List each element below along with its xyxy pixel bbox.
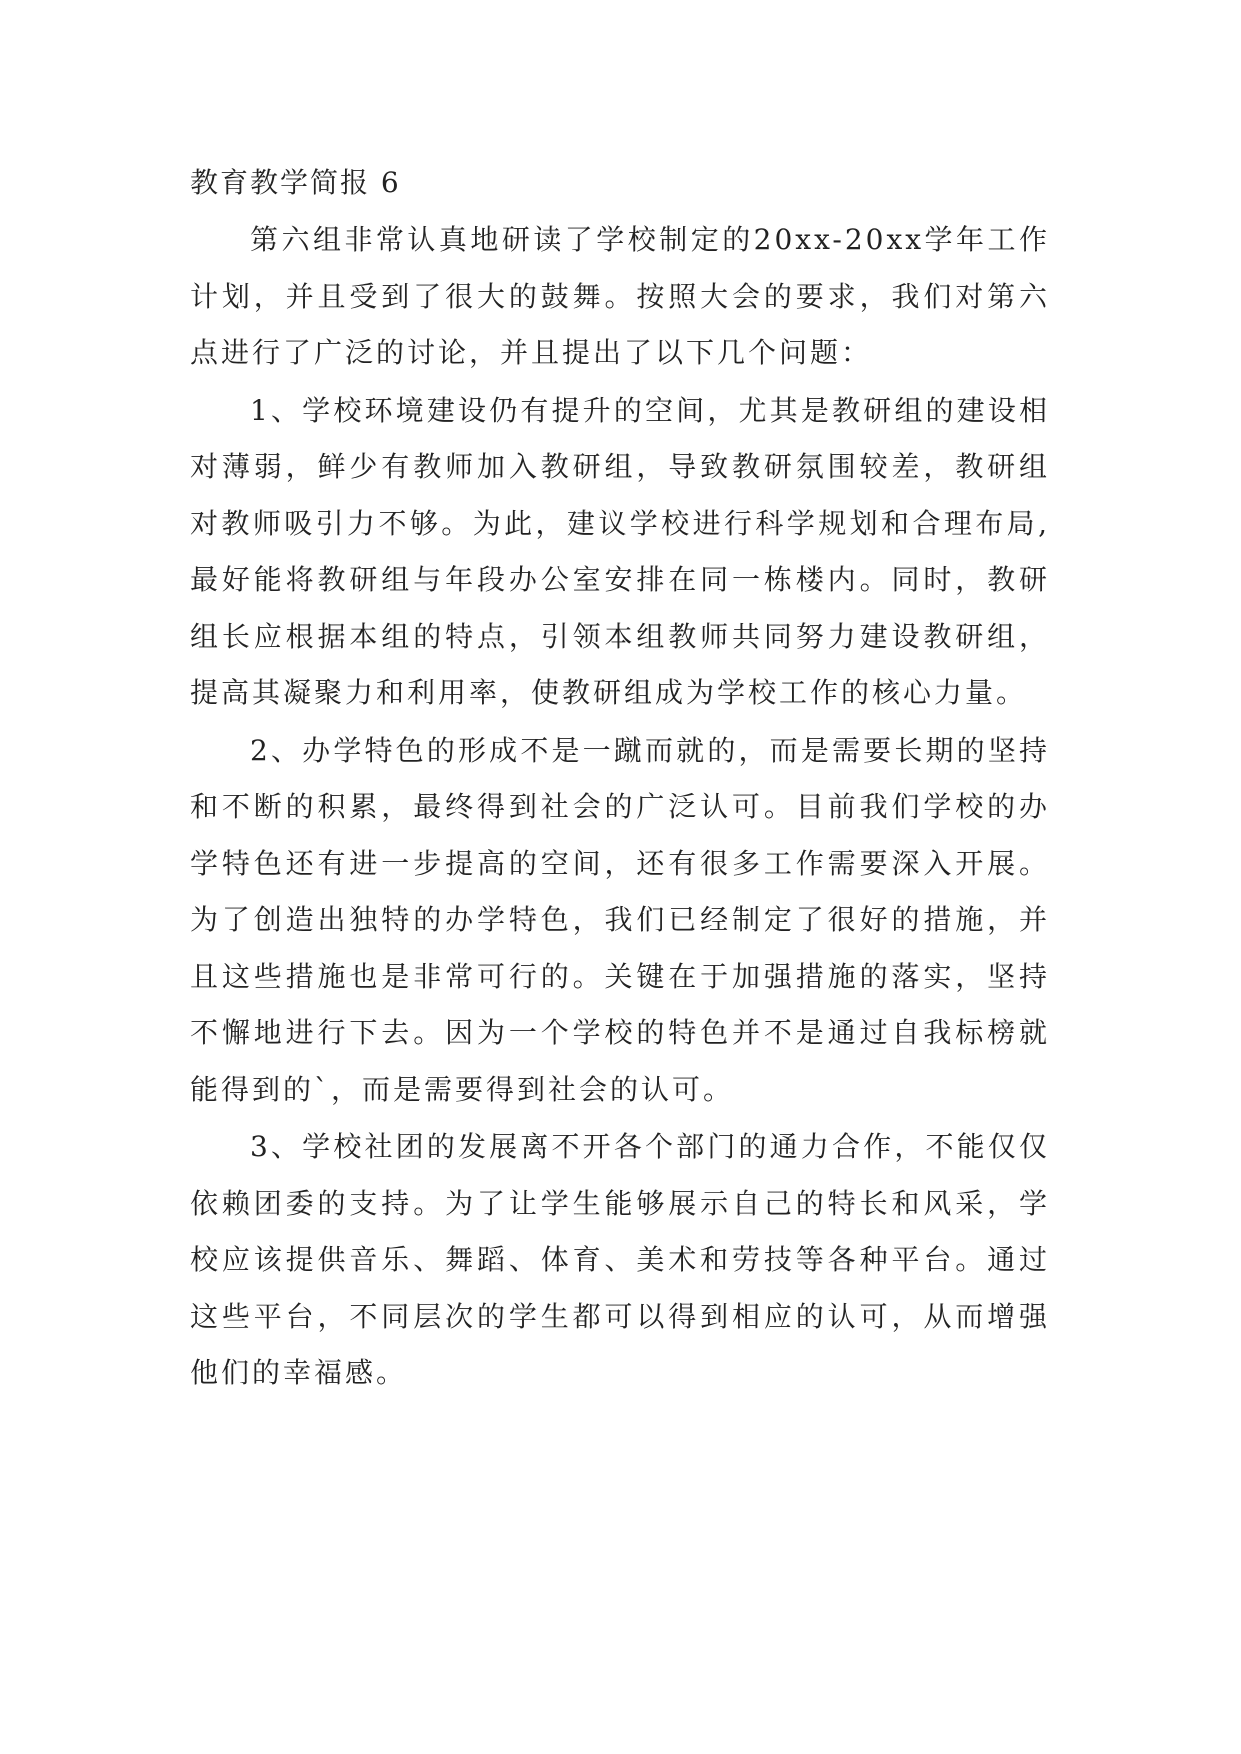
paragraph-intro: 第六组非常认真地研读了学校制定的20xx-20xx学年工作计划，并且受到了很大的鼓舞。按照大会的要求，我们对第六点进行了广泛的讨论，并且提出了以下几个问题：: [190, 223, 1050, 369]
paragraph-point-1: 1、学校环境建设仍有提升的空间，尤其是教研组的建设相对薄弱，鲜少有教师加入教研组，导致教研氛围较差，教研组对教师吸引力不够。为此，建议学校进行科学规划和合理布局,最好能将教研组与年段办公室安排在同一栋楼内。同时，教研组长应根据本组的特点，引领本组教师共同努力建设教研组，提高其凝聚力和利用率，使教研组成为学校工作的核心力量。: [190, 393, 1050, 709]
paragraph-point-3: 3、学校社团的发展离不开各个部门的通力合作，不能仅仅依赖团委的支持。为了让学生能够展示自己的特长和风采，学校应该提供音乐、舞蹈、体育、美术和劳技等各种平台。通过这些平台，不同层次的学生都可以得到相应的认可，从而增强他们的幸福感。: [190, 1130, 1050, 1389]
document-title: 教育教学简报 6: [190, 166, 401, 199]
document-body: [190, 154, 1050, 1402]
paragraph-point-2: 2、办学特色的形成不是一蹴而就的，而是需要长期的坚持和不断的积累，最终得到社会的广泛认可。目前我们学校的办学特色还有进一步提高的空间，还有很多工作需要深入开展。为了创造出独特的办学特色，我们已经制定了很好的措施，并且这些措施也是非常可行的。关键在于加强措施的落实，坚持不懈地进行下去。因为一个学校的特色并不是通过自我标榜就能得到的`，而是需要得到社会的认可。: [190, 733, 1050, 1106]
